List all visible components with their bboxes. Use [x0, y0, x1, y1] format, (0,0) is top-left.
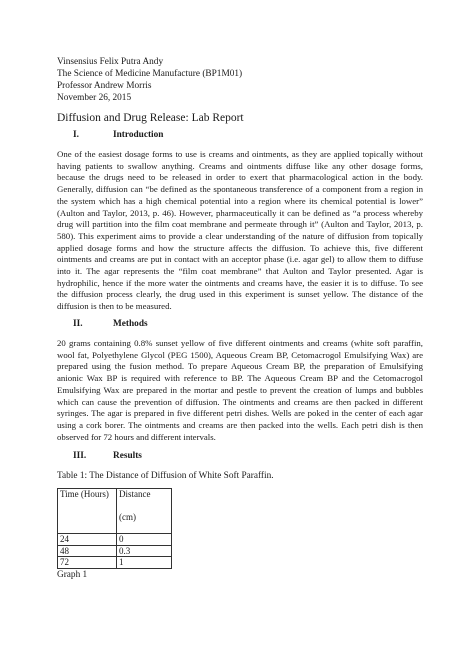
introduction-paragraph: One of the easiest dosage forms to use is creams and ointments, as they are applied topically without having patients to swallow anything. Creams and ointments diffuse like any other dosage forms, because the drugs need to be released in order to exert that pharmacological action in the body. Generally, diffusion can “be defined as the spontaneous transference of a component from a region in the system which has a high chemical potential into a region where its chemical potential is lower” (Aulton and Taylor, 2013, p. 46). However, pharmaceutically it can be defined as “a process whereby drug will partition into the film coat membrane and permeate through it” (Aulton and Taylor, 2013, p. 580). This experiment aims to provide a clear understanding of the nature of diffusion from topically applied dosage forms and how the structure affects the diffusion. To achieve this, five different ointments and creams are put in contact with an acceptor phase (i.e. agar gel) to allow them to diffuse into it. The agar represents the “film coat membrane” that Aulton and Taylor presented. Agar is hydrophilic, hence if the more water the ointments and creams have, the easier it is to diffuse. To see the diffusion process clearly, the drug used in this experiment is sunset yellow. The distance of the diffusion is then to be measured. [57, 149, 423, 312]
section-heading-results [73, 451, 142, 461]
table-cell-time: 72 [58, 557, 117, 569]
table-cell-distance: 0.3 [117, 545, 172, 557]
report-title: Diffusion and Drug Release: Lab Report [57, 112, 244, 124]
section-number: III. [73, 451, 87, 461]
table-cell-time: 24 [58, 534, 117, 546]
section-title: Introduction [113, 130, 164, 140]
table-row [58, 545, 172, 557]
table-cell-distance: 1 [117, 557, 172, 569]
section-number: II. [73, 319, 83, 329]
table-cell-distance: 0 [117, 534, 172, 546]
table-row [58, 557, 172, 569]
table-cell-time: 48 [58, 545, 117, 557]
distance-header: Distance [119, 489, 151, 499]
author-name: Vinsensius Felix Putra Andy [57, 57, 164, 67]
table-header-cell [117, 489, 172, 534]
report-date: November 26, 2015 [57, 93, 132, 103]
graph-label: Graph 1 [57, 570, 88, 580]
section-heading-introduction [73, 130, 163, 140]
table-row [58, 534, 172, 546]
distance-unit: (cm) [119, 511, 136, 522]
table-header-cell [58, 489, 117, 534]
section-heading-methods [73, 319, 148, 329]
time-header: Time (Hours) [60, 489, 109, 499]
table-header-row [58, 489, 172, 534]
professor-name: Professor Andrew Morris [57, 81, 152, 91]
course-name: The Science of Medicine Manufacture (BP1M01) [57, 69, 243, 79]
methods-paragraph: 20 grams containing 0.8% sunset yellow of five different ointments and creams (white soft paraffin, wool fat, Polyethylene Glycol (PEG 1500), Aqueous Cream BP, Cetomacrogol Emulsifying Wax) are prepared using the fusion method. To prepare Aqueous Cream BP, the preparation of Emulsifying anionic Wax BP is required with reference to BP. The Aqueous Cream BP and the Cetomacrogol Emulsifying Wax are prepared in the mortar and pestle to prevent the creation of lumps and bubbles which can cause the prevention of diffusion. The ointments and creams are then packed in different syringes. The agar is prepared in five different petri dishes. Wells are poked in the center of each agar using a cork borer. The ointments and creams are then packed into the wells. Each petri dish is then observed for 72 hours and different intervals. [57, 338, 423, 442]
section-title: Results [113, 451, 142, 461]
section-number: I. [73, 130, 79, 140]
section-title: Methods [113, 319, 148, 329]
results-table [57, 488, 172, 569]
table-caption: Table 1: The Distance of Diffusion of White Soft Paraffin. [57, 471, 274, 481]
